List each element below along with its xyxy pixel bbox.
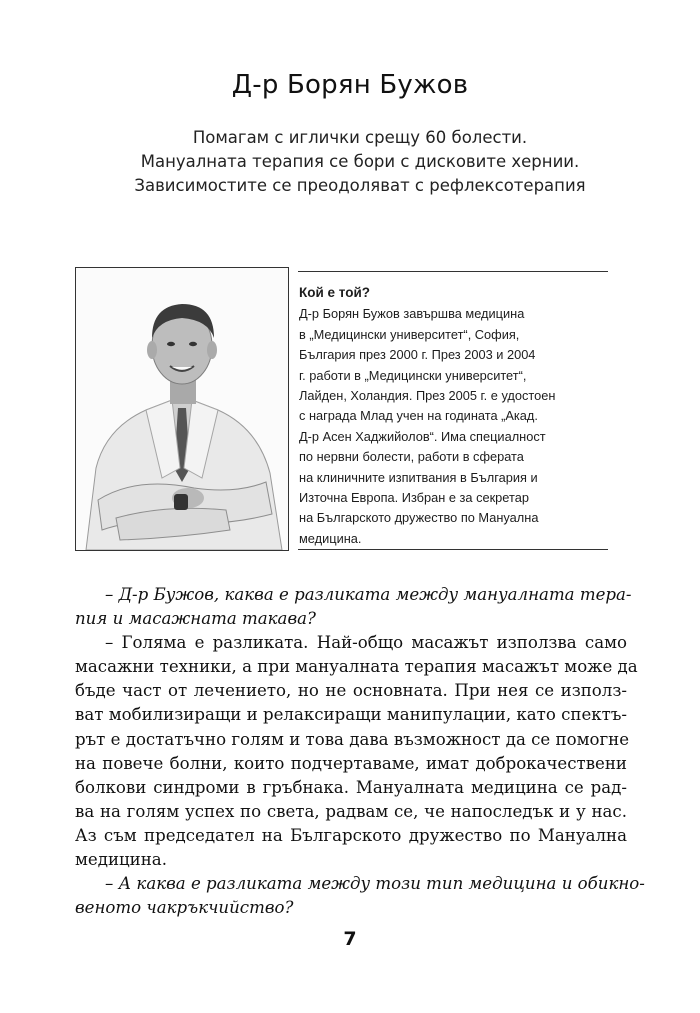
bio-line: Д-р Асен Хаджийолов“. Има специалност — [299, 428, 546, 444]
subtitle-line: Мануалната терапия се бори с дисковите хернии. — [140, 152, 580, 171]
interview-body — [75, 583, 645, 920]
bio-line: на клиничните изпитвания в България и — [299, 469, 538, 485]
bio-line: Лайден, Холандия. През 2005 г. е удостоен — [299, 388, 556, 404]
answer-line: рът е достатъчно голям и това дава възможност да се помогне — [75, 729, 630, 749]
answer-line: болкови синдроми в гръбнака. Мануалната медицина се рад- — [75, 777, 627, 797]
article-subtitle — [60, 126, 660, 198]
answer-line: масажни техники, а при мануалната терапия масажът може да — [75, 657, 638, 677]
answer-line: бъде част от лечението, но не основната. При нея се използ- — [75, 681, 627, 701]
bio-line: медицина. — [299, 530, 362, 546]
bio-text — [299, 304, 611, 549]
page-number: 7 — [343, 928, 357, 950]
subtitle-line: Зависимостите се преодоляват с рефлексотерапия — [134, 176, 586, 195]
answer-line: на повече болни, които подчертаваме, имат доброкачествени — [75, 753, 627, 773]
question-line: – А каква е разликата между този тип медицина и обикно- — [105, 874, 645, 894]
article-title: Д-р Борян Бужов — [231, 70, 469, 100]
bio-line: Д-р Борян Бужов завършва медицина — [299, 306, 525, 322]
bio-line: с награда Млад учен на годината „Акад. — [299, 408, 538, 424]
bio-bottom-divider — [298, 549, 608, 550]
answer-line: медицина. — [75, 850, 167, 870]
doctor-portrait-illustration — [76, 268, 288, 550]
question-line: веното чакръкчийство? — [75, 898, 294, 918]
bio-line: по нервни болести, работи в сферата — [299, 449, 524, 465]
doctor-portrait — [75, 267, 289, 551]
bio-line: Източна Европа. Избран е за секретар — [299, 490, 529, 506]
subtitle-line: Помагам с иглички срещу 60 болести. — [192, 128, 528, 147]
question-line: – Д-р Бужов, каква е разликата между мануалната тера- — [105, 585, 632, 604]
answer-line: Аз съм председател на Българското дружество по Мануална — [75, 825, 627, 845]
bio-line: в „Медицински университет“, София, — [299, 326, 520, 342]
bio-top-divider — [298, 271, 608, 272]
bio-line: на Българското дружество по Мануална — [299, 510, 539, 526]
bio-box — [299, 283, 611, 549]
bio-heading: Кой е той? — [299, 285, 371, 300]
answer-line: ват мобилизиращи и релаксиращи манипулации, като спектъ- — [75, 705, 627, 725]
bio-line: г. работи в „Медицински университет“, — [299, 367, 527, 383]
answer-line: – Голяма е разликата. Най-общо масажът използва само — [105, 633, 627, 653]
question-line: пия и масажната такава? — [75, 609, 316, 629]
bio-line: България през 2000 г. През 2003 и 2004 — [299, 347, 536, 363]
answer-line: ва на голям успех по света, радвам се, че напоследък и у нас. — [75, 801, 627, 821]
